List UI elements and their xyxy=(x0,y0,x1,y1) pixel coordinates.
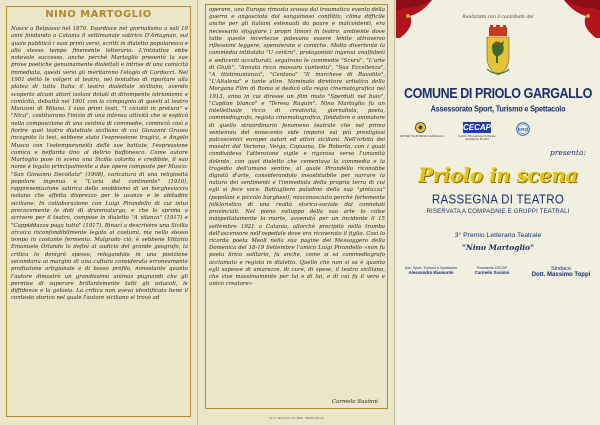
prize-title: 3° Premio Letterario Teatrale xyxy=(454,232,542,239)
credits-row xyxy=(396,266,600,296)
middle-panel xyxy=(199,0,395,425)
svg-text:ERG: ERG xyxy=(518,127,528,132)
festival-heading: RASSEGNA DI TEATRO xyxy=(431,193,565,207)
credit-presidente xyxy=(470,266,514,275)
biography-continued-text: operare, una Europa rimasta scossa dal traumatico evento della guerra e angosciata dal sanguinoso conflitto, clima difficile anche per gli italiani estenuati da paure e malcontenti, era necessario sfoggiare i propri timori in teatro, ambiente dove tutte queste incertezze potevano essere lenite attraverso riflessioni leggere, spensierate e comiche. Molto divertente la commedia intitolata "U centru", protagonisti ingenui analfabeti e sedicenti acculturati, seguirono le commedie "Scuru", "L'arte di Giufà", "Annata ricca massaru cuntentu", "Sua Eccellenza", "A ttistimunianza", "Centona" "Il marchese di Ruvolito", "L'Altalena" e tante altre. Nominato direttore artistico della Morgana Film di Roma si dedicò alla regia cinematografica nel 1913, anno in cui diresse un film muto "Sperduti nel buio", "Capitan blanco" e "Teresa Raquin". Nino Martoglio fu un intellettuale ricco di creatività, giornalista, poeta, commediografo, regista cinematografico, fondatore e animatore di quello straordinario fenomeno teatrale che nel primo ventennio del novecento vide imporsi sui più prestigiosi palcoscenici europei autori ed attori siciliani. Nell'orbita dei maestri del Verismo, Verga, Capuana, De Roberto, con i quali condivideva l'attenzione vigile e rigorosa verso l'umanità dolente, con quel dialetto che cementava la commedia e la tragedia dell'umano sentire, al quale Pirandello riconobbe dignità d'arte, considerandolo insostituibile per narrare la natura dei sentimenti e l'immediata della propria terra di cui egli si fece voce. Battagliero paladino della sua "gintuzza" (popolani e piccolo borghesi), misconosciuto perchè fortemente folkloristico di una realtà storico-sociale dai connotati provinciali. Nel pieno sviluppo della sua arte lo colse inaspettatamente la morte, avvenuta per un incidente il 15 settembre 1921 a Catania, allorchè precipitò nella tromba dell'ascensore nell'ospedale dove era ricoverato il figlio. Così lo ricorda poeta Meoli nella sua pagine del Messaggero della Domenica del 18-19 Settembre l'amico Luigi Pirandello «non fu poeta lirico solitario, fu anche, come si sa commediografo acclamato e regista in dialetto. Quello che non si sa è quanto egli sapesse di amarezze, di cure, di spese, il teatro siciliano, che vive massimamente per lui e di lui, e di cui fu il vero e unico creatore» xyxy=(209,7,385,288)
credit-role: Ass. Sport, Turismo e Spettacolo xyxy=(404,266,458,270)
rotary-caption: ROTARY CLUB PRIOLO GARGALLO xyxy=(400,135,444,138)
sponsor-logos xyxy=(396,122,600,142)
town-crest-icon xyxy=(483,25,513,79)
prize-name: "Nino Martoglio" xyxy=(461,243,535,252)
biography-title: NINO MARTOGLIO xyxy=(45,9,152,20)
printer-credit: Tip. C. Tamburino Via 1860 - PRIOLO (Priolo) xyxy=(269,417,324,420)
biography-text: Nasce a Belpasso nel 1870. Esordisce nel giornalismo a soli 19 anni fondando a Catania il settimanale satirico D'Artagnan, sul quale pubblicò i suoi primi versi, scritti in dialetto popolaresco e allo stesso tempo finemente letterario. L'iniziativa ebbe notevole successo, anche perché Martoglio presentò la sue prove poetiche genuinamente dialettali e intrise di una comicità immediata, questi versi gli meritarono l'elogio di Carducci. Nel 1901 dettò le volgeri al teatro, nel tentativo di riportare alla platea di tutta Italia il teatro dialettale siciliano, avendo scoperto alcuni attori isolani dotati di dirompente istrionismo e comicità, debuttò nel 1901 con la compagnia di questi al teatro Manzoni di Milano. I suoi primi testi, "I ciciotti in pretura" e "Nica", costituirono l'inizio di una intensa attività che si esplicò nella composizione di una ventina di commedie, cominciò così a fiorire quel teatro dialettale siciliano di cui Giovanni Grasso incognito la tesi, sebbene stato l'espressione tragica, e Angelo Musco con l'estemporaneità delle sue battute, l'espressione comica e beffarda tino al delirio buffonesco. Come autore Martoglio pose in scena una Sicilia colorita e credibile, il suo nome è legato principalmente a due opere composte per Musco: "San Giovanni Decollato" (1908), caricatura di una religiosità popolare ingenua e "L'aria del continente" (1910), rappresentazione satirica dello snobbismo di un borghesuccio isolano che affetta disprezzo per le usanze e le abitudini siciliane. In collaborazione con Luigi Pirandello di cui intuì precocemente le doti di drammaturgo, e che lo sprona a scrivere per il teatro, compose in dialetto "A vilanza" (1917) e "Cappiddazzu paga tuttu" (1917). Rinacì a descrivere una Sicilia arcaica inconfondibilmente legata ai costumi, ma nello stesso tempo in costante fermento. Malgrado ciò, è sebbene Vittorio Emanuele Orlando lo definì al sudicio del grande geografo, la critica lo denigrò spesso, relegandolo in una posizione secondaria ai margini di una cultura considerata erroneamente produzione artigianale e di basso profilo, nonostante quanto l'autore dimostrò un grandissimo animus pugnandi che gli permise di superare brillantemente tutti gli ostacoli, le diffidenze e la gelosia. La critica non aveva identificato bene il contesto storico nel quale l'autore siciliano si trovò ad xyxy=(11,26,188,302)
left-panel xyxy=(0,0,198,425)
cover-panel xyxy=(396,0,600,425)
event-title: Priolo in scena xyxy=(418,163,578,187)
department-title: Assessorato Sport, Turismo e Spettacolo xyxy=(430,103,566,114)
credit-name: Carmelo Susinni xyxy=(474,270,510,275)
rotary-logo-icon xyxy=(415,122,426,133)
presents-label: presenta: xyxy=(550,148,586,157)
erg-logo-icon xyxy=(516,122,530,136)
credit-role: Sindaco xyxy=(551,266,571,272)
sponsor-text: Realizzato con il contributo del xyxy=(462,15,534,20)
credit-sindaco xyxy=(526,266,596,278)
credit-role: Presidente CECAP xyxy=(476,266,508,270)
credit-name: Alessandro Biamonte xyxy=(408,270,454,275)
municipality-title: COMUNE DI PRIOLO GARGALLO xyxy=(404,84,592,102)
credit-assessore xyxy=(400,266,462,275)
cecap-logo: CECAP xyxy=(463,123,492,132)
festival-subheading: RISERVATA A COMPAGNIE E GRUPPI TEATRALI xyxy=(426,209,570,215)
author-signature: Carmelo Susinni xyxy=(331,399,378,405)
cecap-caption: Centro Educazione Culturale Assistenza Privata xyxy=(458,135,496,141)
credit-name: Dott. Massimo Toppi xyxy=(531,272,591,278)
